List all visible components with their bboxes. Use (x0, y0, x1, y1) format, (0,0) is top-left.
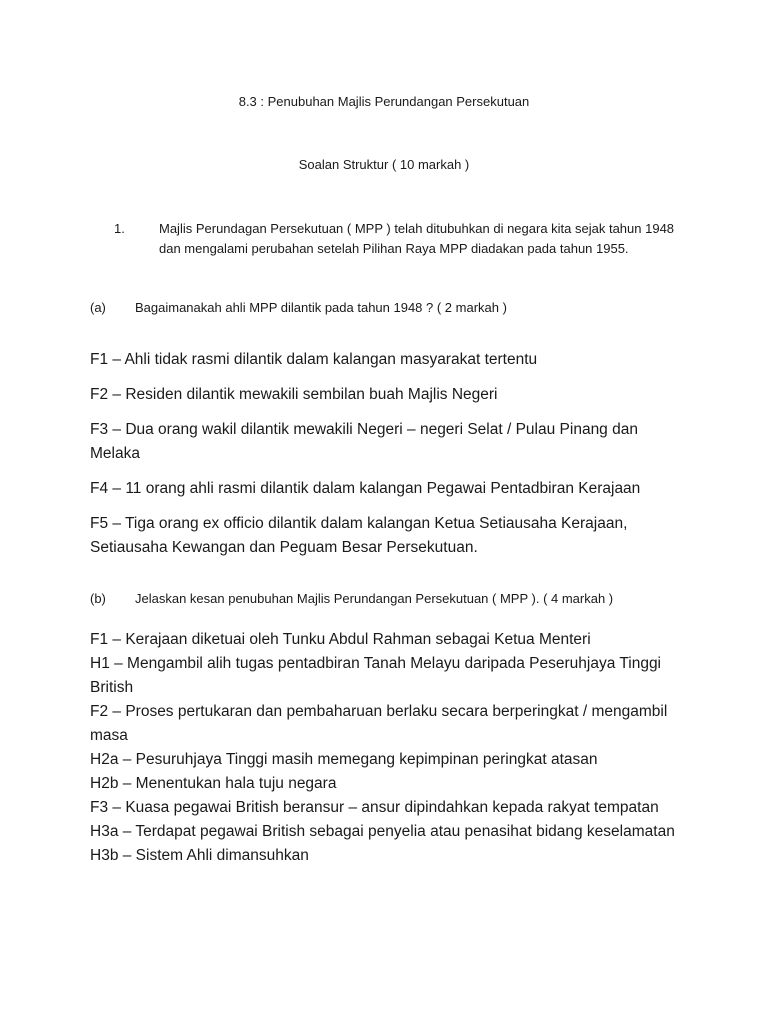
part-b-prompt: Jelaskan kesan penubuhan Majlis Perundangan Persekutuan ( MPP ). ( 4 markah ) (135, 591, 614, 606)
part-a-prompt: Bagaimanakah ahli MPP dilantik pada tahun 1948 ? ( 2 markah ) (135, 300, 507, 315)
answer-item: H3a – Terdapat pegawai British sebagai penyelia atau penasihat bidang keselamatan (90, 823, 675, 840)
part-b-label: (b) (90, 591, 106, 606)
answer-item: F2 – Residen dilantik mewakili sembilan buah Majlis Negeri (90, 386, 498, 403)
answer-item: F1 – Kerajaan diketuai oleh Tunku Abdul Rahman sebagai Ketua Menteri (90, 631, 591, 648)
question-number: 1. (114, 221, 125, 236)
answer-item: F5 – Tiga orang ex officio dilantik dalam kalangan Ketua Setiausaha Kerajaan, Setiausaha Kewangan dan Peguam Besar Persekutuan. (90, 515, 628, 556)
part-a-label: (a) (90, 300, 106, 315)
answer-item: H3b – Sistem Ahli dimansuhkan (90, 847, 309, 864)
question-text: Majlis Perundagan Persekutuan ( MPP ) telah ditubuhkan di negara kita sejak tahun 1948 dan mengalami perubahan setelah Pilihan Raya MPP diadakan pada tahun 1955. (159, 221, 675, 256)
answer-item: H2b – Menentukan hala tuju negara (90, 775, 337, 792)
answer-item: F4 – 11 orang ahli rasmi dilantik dalam kalangan Pegawai Pentadbiran Kerajaan (90, 480, 641, 497)
part-a-answer-list (90, 348, 680, 571)
answer-item: F1 – Ahli tidak rasmi dilantik dalam kalangan masyarakat tertentu (90, 351, 538, 368)
part-b-answer-list (90, 628, 680, 868)
answer-item: F3 – Kuasa pegawai British beransur – ansur dipindahkan kepada rakyat tempatan (90, 799, 659, 816)
answer-item: H1 – Mengambil alih tugas pentadbiran Tanah Melayu daripada Peseruhjaya Tinggi British (90, 655, 662, 696)
answer-item: H2a – Pesuruhjaya Tinggi masih memegang kepimpinan peringkat atasan (90, 751, 598, 768)
document-subtitle: Soalan Struktur ( 10 markah ) (298, 157, 470, 172)
answer-item: F3 – Dua orang wakil dilantik mewakili Negeri – negeri Selat / Pulau Pinang dan Melaka (90, 421, 638, 462)
document-title: 8.3 : Penubuhan Majlis Perundangan Persekutuan (238, 94, 530, 109)
answer-item: F2 – Proses pertukaran dan pembaharuan berlaku secara berperingkat / mengambil masa (90, 703, 668, 744)
